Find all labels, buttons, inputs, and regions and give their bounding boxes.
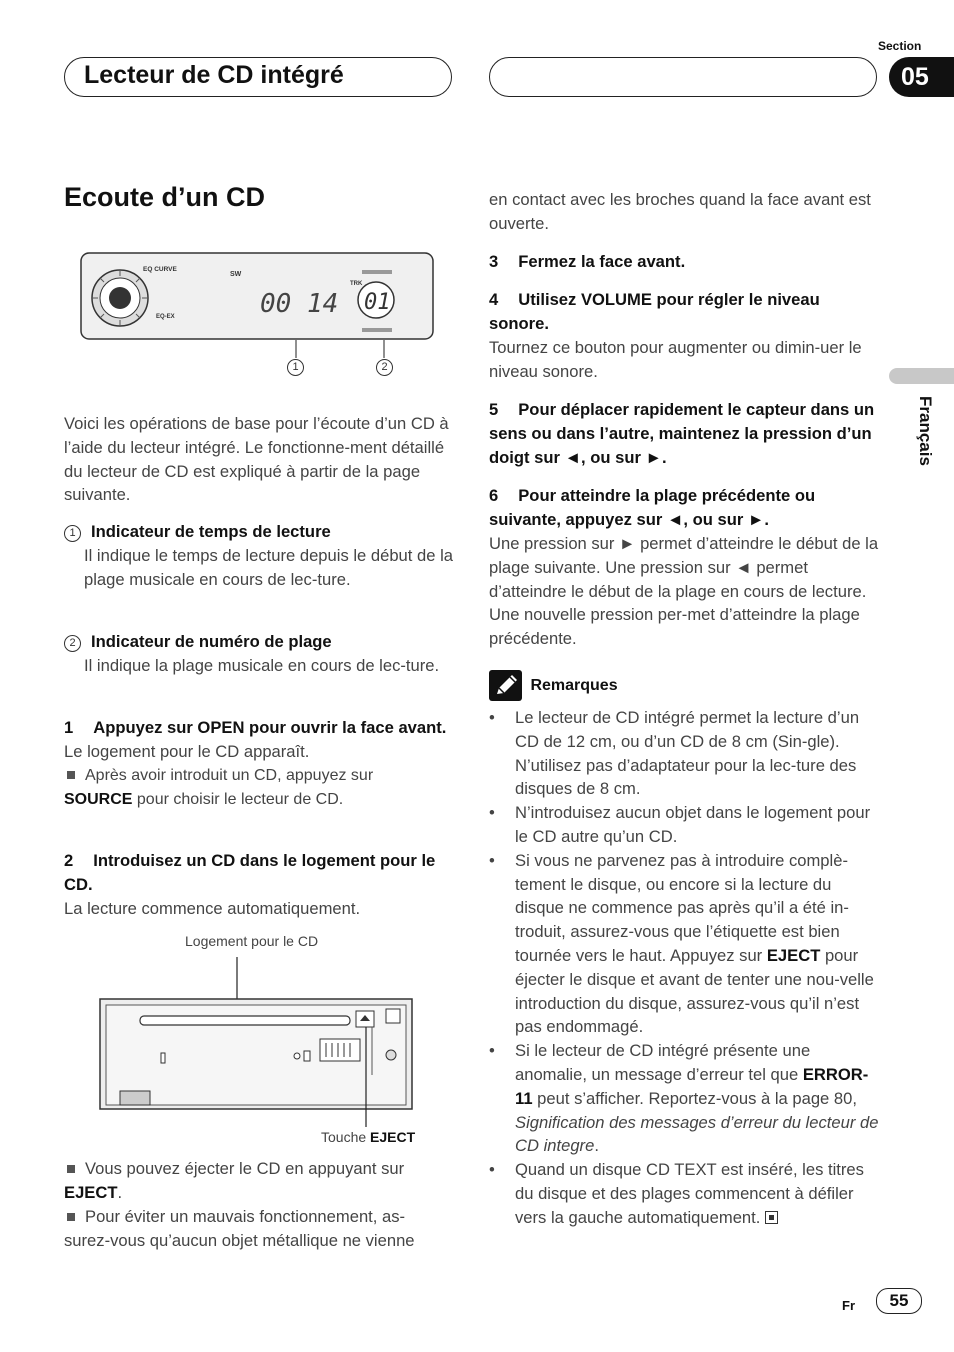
metal-note: Pour éviter un mauvais fonctionnement, as-surez-vous qu’aucun objet métallique ne vienne [64, 1207, 415, 1250]
intro-paragraph: Voici les opérations de base pour l’écoute d’un CD à l’aide du lecteur intégré. Le fonctionne-ment détaillé du lecteur de CD est expliqué à partir de la page suivante. [64, 414, 449, 505]
remarks-title: Remarques [530, 676, 618, 694]
step-2-number: 2 [64, 851, 74, 870]
eject-label: Touche EJECT [321, 1129, 416, 1145]
track-number-digits: 01 [364, 290, 391, 315]
remark-item: • N’introduisez aucun objet dans le logement pour le CD autre qu’un CD. [489, 801, 879, 849]
continuation-text: en contact avec les broches quand la face avant est ouverte. [489, 190, 871, 233]
end-mark-icon [765, 1211, 778, 1224]
step-3: 3 Fermez la face avant. [489, 252, 686, 271]
section-label: Section [878, 39, 922, 53]
step-1-note: Après avoir introduit un CD, appuyez sur SOURCE pour choisir le lecteur de CD. [64, 766, 374, 808]
square-bullet-icon [67, 1213, 75, 1221]
indicator-2-title: Indicateur de numéro de plage [91, 632, 332, 651]
square-bullet-icon [67, 771, 75, 779]
indicator-2-text: Il indique la plage musicale en cours de lec-ture. [84, 656, 440, 675]
language-tab-marker [889, 368, 954, 384]
remark-item: • Si vous ne parvenez pas à introduire complè-tement le disque, ou encore si la lecture du disque ne commence pas après qu’il a été in-troduit, assurez-vous que l’étiquette est bien tournée vers le haut. Appuyez sur EJECT pour éjecter le disque et avant de tenter une nou-velle introduction du disque, assurez-vous qu’il n’est pas endommagé. [489, 849, 879, 1039]
eq-curve-label: EQ CURVE [143, 266, 177, 273]
remark-item: • Si le lecteur de CD intégré présente une anomalie, un message d’erreur tel que ERROR-11 peut s’afficher. Reportez-vous à la page 80, Signification des messages d’erreur du lecteur de CD integre. [489, 1039, 879, 1158]
remarks-list [489, 706, 879, 1230]
eject-note: Vous pouvez éjecter le CD en appuyant sur EJECT. [64, 1159, 405, 1202]
step-2-text: La lecture commence automatiquement. [64, 899, 361, 918]
remark-item: • Quand un disque CD TEXT est inséré, les titres du disque et des plages commencent à défiler vers la gauche automatiquement. [489, 1158, 879, 1229]
cd-unit-illustration [98, 955, 418, 1135]
section-number: 05 [889, 57, 954, 97]
display-illustration [80, 252, 434, 342]
indicator-2 [64, 630, 454, 678]
step-6: 6 Pour atteindre la plage précédente ou suivante, appuyez sur ◄, ou sur ►. Une pression sur ► permet d’atteindre le début de la plage suivante. Une pression sur ◄ permet d’atteindre le début de la plage en cours de lecture. Une nouvelle pression per-met d’atteindre la plage précédente. [489, 486, 879, 649]
indicator-1-title: Indicateur de temps de lecture [91, 522, 331, 541]
square-bullet-icon [67, 1165, 75, 1173]
cd-unit-svg [98, 955, 418, 1135]
step-1-text: Le logement pour le CD apparaît. [64, 742, 310, 761]
remarks-heading [489, 670, 618, 702]
remark-item: • Le lecteur de CD intégré permet la lecture d’un CD de 12 cm, ou d’un CD de 8 cm (Sin-gle). N’utilisez pas d’adaptateur pour la lec-ture des disques de 8 cm. [489, 706, 879, 801]
step-5: 5 Pour déplacer rapidement le capteur dans un sens ou dans l’autre, maintenez la pression d’un doigt sur ◄, ou sur ►. [489, 400, 875, 467]
step-1-number: 1 [64, 718, 74, 737]
footer-language: Fr [842, 1298, 855, 1313]
eq-ex-label: EQ-EX [156, 314, 175, 320]
step-1-title: Appuyez sur OPEN pour ouvrir la face avant. [93, 718, 447, 737]
step-4: 4 Utilisez VOLUME pour régler le niveau sonore. Tournez ce bouton pour augmenter ou dimin-uer le niveau sonore. [489, 290, 862, 381]
step-2 [64, 849, 454, 921]
callout-2: 2 [376, 359, 393, 376]
sw-label: SW [230, 271, 242, 278]
pencil-note-icon [489, 670, 522, 701]
slot-label: Logement pour le CD [185, 933, 319, 949]
trk-label: TRK [350, 281, 363, 287]
step-2-title: Introduisez un CD dans le logement pour le CD. [64, 851, 436, 894]
language-label: Français [916, 396, 935, 466]
indicator-1-text: Il indique le temps de lecture depuis le début de la plage musicale en cours de lec-ture. [84, 546, 453, 589]
step-1 [64, 716, 454, 811]
head-unit-display-svg [80, 252, 434, 342]
header-empty-box [489, 57, 877, 97]
page-title: Ecoute d’un CD [64, 182, 265, 212]
indicator-1 [64, 520, 454, 592]
indicator-2-number: 2 [64, 635, 81, 652]
page-number: 55 [876, 1288, 922, 1314]
callout-1: 1 [287, 359, 304, 376]
playback-time-digits: 00 14 [260, 289, 339, 319]
indicator-1-number: 1 [64, 525, 81, 542]
header-title: Lecteur de CD intégré [84, 61, 344, 89]
